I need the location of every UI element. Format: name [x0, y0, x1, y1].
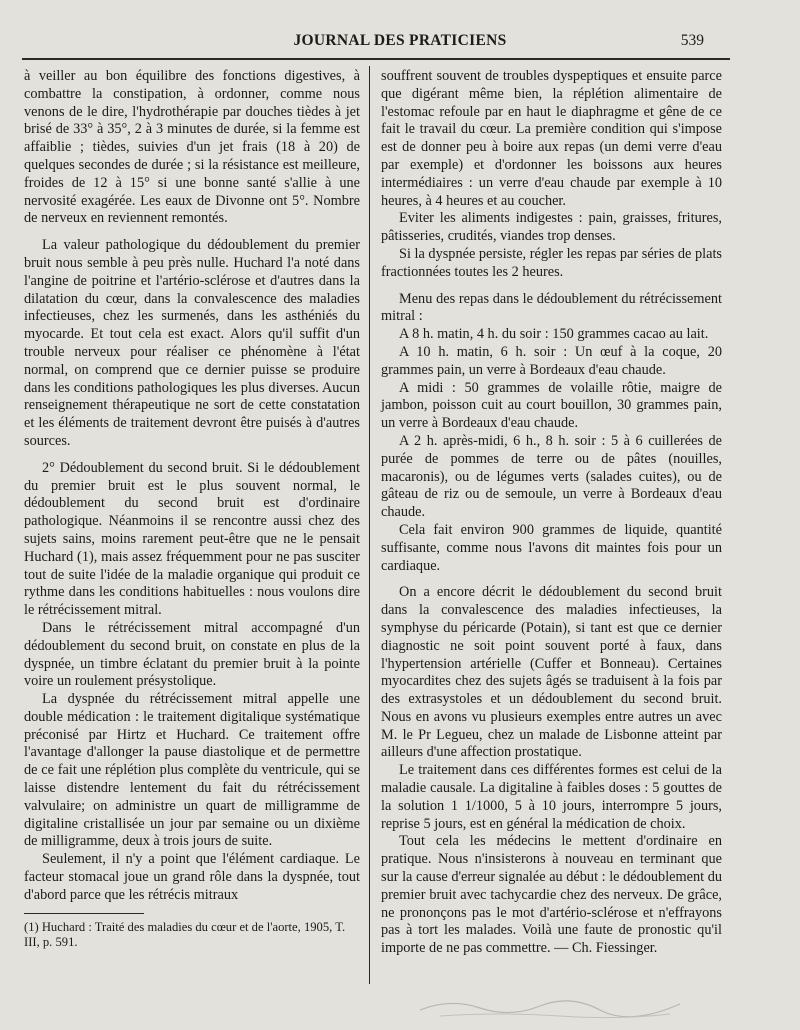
paragraph: La valeur pathologique du dédoublement du premier bruit nous semble à peu près nulle. Huchard l'a noté dans l'angine de poitrine et l'artério-sclérose et d'autres dans la dilatation du cœur, dans la convalescence des maladies infectieuses, chez les surmenés, dans les asthéniés du myocarde. Et tout cela est exact. Alors qu'il suffit d'un trouble nerveux pour réaliser ce phénomène à l'état normal, on comprend que ce dernier puisse se produire dans les conditions pathologiques les plus diverses. Aucun renseignement thérapeutique ne sort de cette constatation et les éléments de traitement devront être puisés à d'autres sources.: [24, 237, 360, 449]
menu-item: A midi : 50 grammes de volaille rôtie, maigre de jambon, poisson cuit au court bouillon, 30 grammes pain, un verre à Bordeaux d'eau chaude.: [381, 379, 722, 432]
paragraph: Le traitement dans ces différentes formes est celui de la maladie causale. La digitaline à faibles doses : 5 gouttes de la solution 1 1/1000, 5 à 10 jours, interrompre 5 jours, reprise 5 jours, est en général la médication de choix.: [381, 762, 722, 832]
running-title: JOURNAL DES PRATICIENS: [293, 32, 507, 49]
paragraph: Si la dyspnée persiste, régler les repas par séries de plats fractionnées toutes les 2 heures.: [381, 245, 722, 280]
menu-item: A 2 h. après-midi, 6 h., 8 h. soir : 5 à 6 cuillerées de purée de pommes de terre ou de pâtes (nouilles, macaronis), ou de légumes verts (salades cuites), ou de gâteau de riz ou de semoule, un verre à Bordeaux d'eau chaude.: [381, 432, 722, 521]
footnote-rule: [24, 913, 144, 914]
left-column: [24, 68, 360, 950]
paragraph: Dans le rétrécissement mitral accompagné d'un dédoublement du second bruit, on constate en plus de la dyspnée, un timbre éclatant du premier bruit à la pointe voire un roulement présystolique.: [24, 619, 360, 690]
paragraph: à veiller au bon équilibre des fonctions digestives, à combattre la constipation, à ordonner, comme nous venons de le dire, l'hydrothérapie par douches tièdes à jet brisé de 33° à 35°, 2 à 3 minutes de durée, si la femme est affaiblie ; tièdes, suivies d'un jet frais (18 à 20) de quelques secondes de durée ; si la résistance est meilleure, froides de 12 à 15° si une bonne santé s'allie à une nervosité exagérée. Les eaux de Divonne ont 5°. Nombre de nerveux en reviennent remontés.: [24, 68, 360, 227]
menu-item: A 10 h. matin, 6 h. soir : Un œuf à la coque, 20 grammes pain, un verre à Bordeaux d'eau chaude.: [381, 343, 722, 378]
header-rule: [22, 58, 730, 60]
paragraph: 2° Dédoublement du second bruit. Si le dédoublement du premier bruit est le plus souvent normal, le dédoublement du second bruit est d'ordinaire pathologique. Néanmoins il se rencontre aussi chez des sujets sains, moins rarement peut-être que ne le pensait Huchard (1), mais assez fréquemment pour ne pas susciter tout de suite l'idée de la maladie organique qui produit ce rythme dans les conditions habituelles : nous voulons dire le rétrécissement mitral.: [24, 459, 360, 619]
paragraph: Eviter les aliments indigestes : pain, graisses, fritures, pâtisseries, crudités, viandes trop denses.: [381, 210, 722, 245]
paragraph: souffrent souvent de troubles dyspeptiques et ensuite parce que digérant même bien, la réplétion alimentaire de l'estomac refoule par en haut le diaphragme et gêne de ce fait le travail du cœur. La première condition qui s'impose est de donner peu à boire aux repas (un demi verre d'eau par exemple) et d'ordonner les boissons aux heures intermédiaires : un verre d'eau chaude par exemple à 10 heures, à 4 heures et au coucher.: [381, 68, 722, 209]
column-divider: [369, 66, 370, 984]
paragraph: La dyspnée du rétrécissement mitral appelle une double médication : le traitement digitalique systématique préconisé par Hirtz et Huchard. Ce traitement offre l'avantage d'allonger la pause diastolique et de permettre de ce fait une réplétion plus complète du ventricule, qui se laisse distendre lentement du fait du rétrécissement valvulaire; on administre un quart de milligramme de digitaline cristallisée un jour par semaine ou un dixième de milligramme, deux à trois jours de suite.: [24, 691, 360, 850]
footnote: (1) Huchard : Traité des maladies du cœur et de l'aorte, 1905, T. III, p. 591.: [24, 919, 346, 949]
menu-heading: Menu des repas dans le dédoublement du rétrécissement mitral :: [381, 290, 722, 325]
paragraph: Cela fait environ 900 grammes de liquide, quantité suffisante, comme nous l'avons dit maintes fois pour un cardiaque.: [381, 521, 722, 574]
right-column: [381, 68, 722, 958]
paragraph: Seulement, il n'y a point que l'élément cardiaque. Le facteur stomacal joue un grand rôle dans la dyspnée, tout d'abord parce que les rétrécis mitraux: [24, 851, 360, 903]
paragraph: On a encore décrit le dédoublement du second bruit dans la convalescence des maladies infectieuses, la symphyse du péricarde (Potain), si tant est que ce dernier diagnostic ne soit point souvent porté à faux, dans l'hypertension artérielle (Cuffer et Bonneau). Certaines myocardites chez des sujets âgés se traduisent à la fois par des extrasystoles et un dédoublement du second bruit. Nous en avons vu plusieurs exemples entre autres un avec M. le Pr Legueu, chez un malade de Lisbonne atteint par ailleurs d'une affection prostatique.: [381, 584, 722, 761]
page-number: 539: [680, 32, 704, 49]
paragraph: Tout cela les médecins le mettent d'ordinaire en pratique. Nous n'insisterons à nouveau en terminant que sur la cause d'erreur signalée au début : le dédoublement du premier bruit avec tachycardie chez des nerveux. De grâce, ne prononçons pas le mot d'artério-sclérose et n'effrayons pas à tort les malades. Voilà une faute de pronostic qu'il importe de ne pas commettre. — Ch. Fiessinger.: [381, 833, 722, 957]
page-header: [0, 30, 800, 56]
menu-item: A 8 h. matin, 4 h. du soir : 150 grammes cacao au lait.: [399, 326, 709, 343]
print-smudge: [380, 990, 710, 1020]
